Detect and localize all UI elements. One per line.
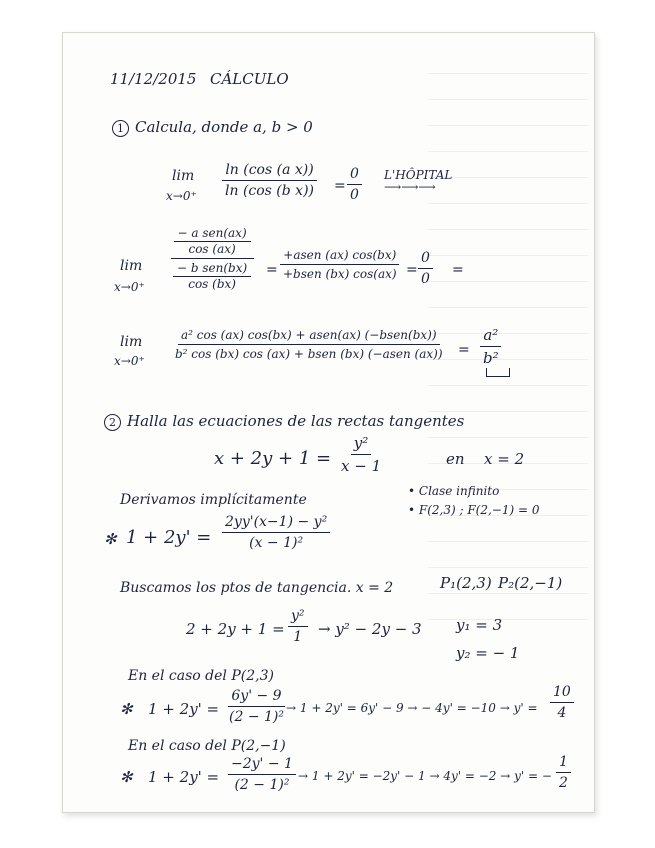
exercise-2-statement: Halla las ecuaciones de las rectas tangentes [127,412,465,430]
limit-subscript-3: x→0⁺ [114,354,145,368]
root-y2: y₂ = − 1 [456,644,520,662]
compound-num-top: − a sen(ax) [174,226,251,242]
point-p2: P₂(2,−1) [498,574,563,592]
result-fraction: $\frac{\text{a²}}{\text{b²}}$ [480,326,502,367]
x-value: x = 2 [484,450,525,468]
equals-sign-4: = [452,262,464,278]
arrow-right-icon: ⟶⟶⟶ [384,180,436,194]
substitution-fraction: $\frac{\text{y²}}{1}$ [288,608,308,645]
case-2-left: 1 + 2y' = [148,768,220,786]
log-denominator: ln (cos (b x)) [225,183,315,199]
limit-label-2: lim [120,258,143,274]
case-1-label: En el caso del P(2,3) [128,668,274,684]
case-2-fraction: $\frac{-2y' - 1}{\text{(2 − 1)²}}$ [228,756,296,793]
result-underline-bracket [486,368,510,377]
implicit-derivation-label: Derivamos implícitamente [120,492,307,508]
case-1-fraction: $\frac{6y' - 9}{\text{(2 − 1)²}}$ [229,688,284,725]
compound-fraction [170,226,254,291]
product-fraction: +asen (ax) cos(bx) +bsen (bx) cos(ax) [280,248,400,281]
exercise-1-number: 1 [112,120,129,137]
bleed-through-texture [428,73,588,633]
exercise-2-number: 2 [104,414,121,431]
case-1-slope: $\frac{10}{4}$ [550,684,574,721]
equals-sign: = [334,178,346,194]
limit-subscript-1: x→0⁺ [166,189,197,203]
exercise-1-title [112,118,313,137]
asterisk-icon: ✻ [104,530,117,548]
lhopital-label: L'HÔPITAL [384,168,453,182]
note-points: • F(2,3) ; F(2,−1) = 0 [408,503,540,517]
date-text: 11/12/2015 [110,70,197,88]
equals-sign-2: = [266,262,278,278]
equals-sign-5: = [458,342,470,358]
case-2-steps: → 1 + 2y' = −2y' − 1 → 4y' = −2 → y' = − [298,769,552,783]
point-p1: P₁(2,3) [440,574,492,592]
indeterminate-form: $\frac{0}{0}$ [347,166,362,203]
exercise-2-title [104,412,464,431]
tangency-search-label: Buscamos los ptos de tangencia. x = 2 [120,580,394,596]
limit-label-1: lim [172,168,195,184]
derivative-left: 1 + 2y' = [126,527,212,548]
case-2-label: En el caso del P(2,−1) [128,738,286,754]
root-y1: y₁ = 3 [456,616,503,634]
compound-den-top: − b sen(bx) [173,261,251,277]
asterisk-icon-3: ✻ [120,768,133,786]
curve-equation-left: x + 2y + 1 = [214,448,332,469]
second-derivative-fraction: a² cos (ax) cos(bx) + asen(ax) (−bsen(bx)) b² cos (bx) cos (ax) + bsen (bx) (−asen (ax)) [175,328,443,361]
compound-num-bottom: cos (ax) [188,242,236,256]
quadratic-equation: → y² − 2y − 3 [318,620,422,638]
exercise-1-statement: Calcula, donde a, b > 0 [135,118,313,136]
curve-equation-fraction: $\frac{\text{y²}}{x - 1}$ [341,434,382,475]
asterisk-icon-2: ✻ [120,700,133,718]
case-2-slope: $\frac{1}{2}$ [556,754,571,791]
substitution-left: 2 + 2y + 1 = [186,620,285,638]
note-class: • Clase infinito [408,484,500,498]
case-1-steps: → 1 + 2y' = 6y' − 9 → − 4y' = −10 → y' = [286,701,538,715]
log-numerator: ln (cos (a x)) [222,162,316,181]
limit-subscript-2: x→0⁺ [114,280,145,294]
log-ratio-fraction [222,162,317,199]
indeterminate-form-2: $\frac{0}{0}$ [418,250,433,287]
limit-label-3: lim [120,334,143,350]
at-word: en [446,450,465,468]
compound-den-bottom: cos (bx) [188,277,236,291]
case-1-left: 1 + 2y' = [148,700,220,718]
subject-heading: CÁLCULO [210,70,289,88]
equals-sign-3: = [406,262,418,278]
derivative-fraction: $\frac{\text{2yy'(x−1) − y²}}{\text{(x − 1)²}}$ [222,514,330,551]
